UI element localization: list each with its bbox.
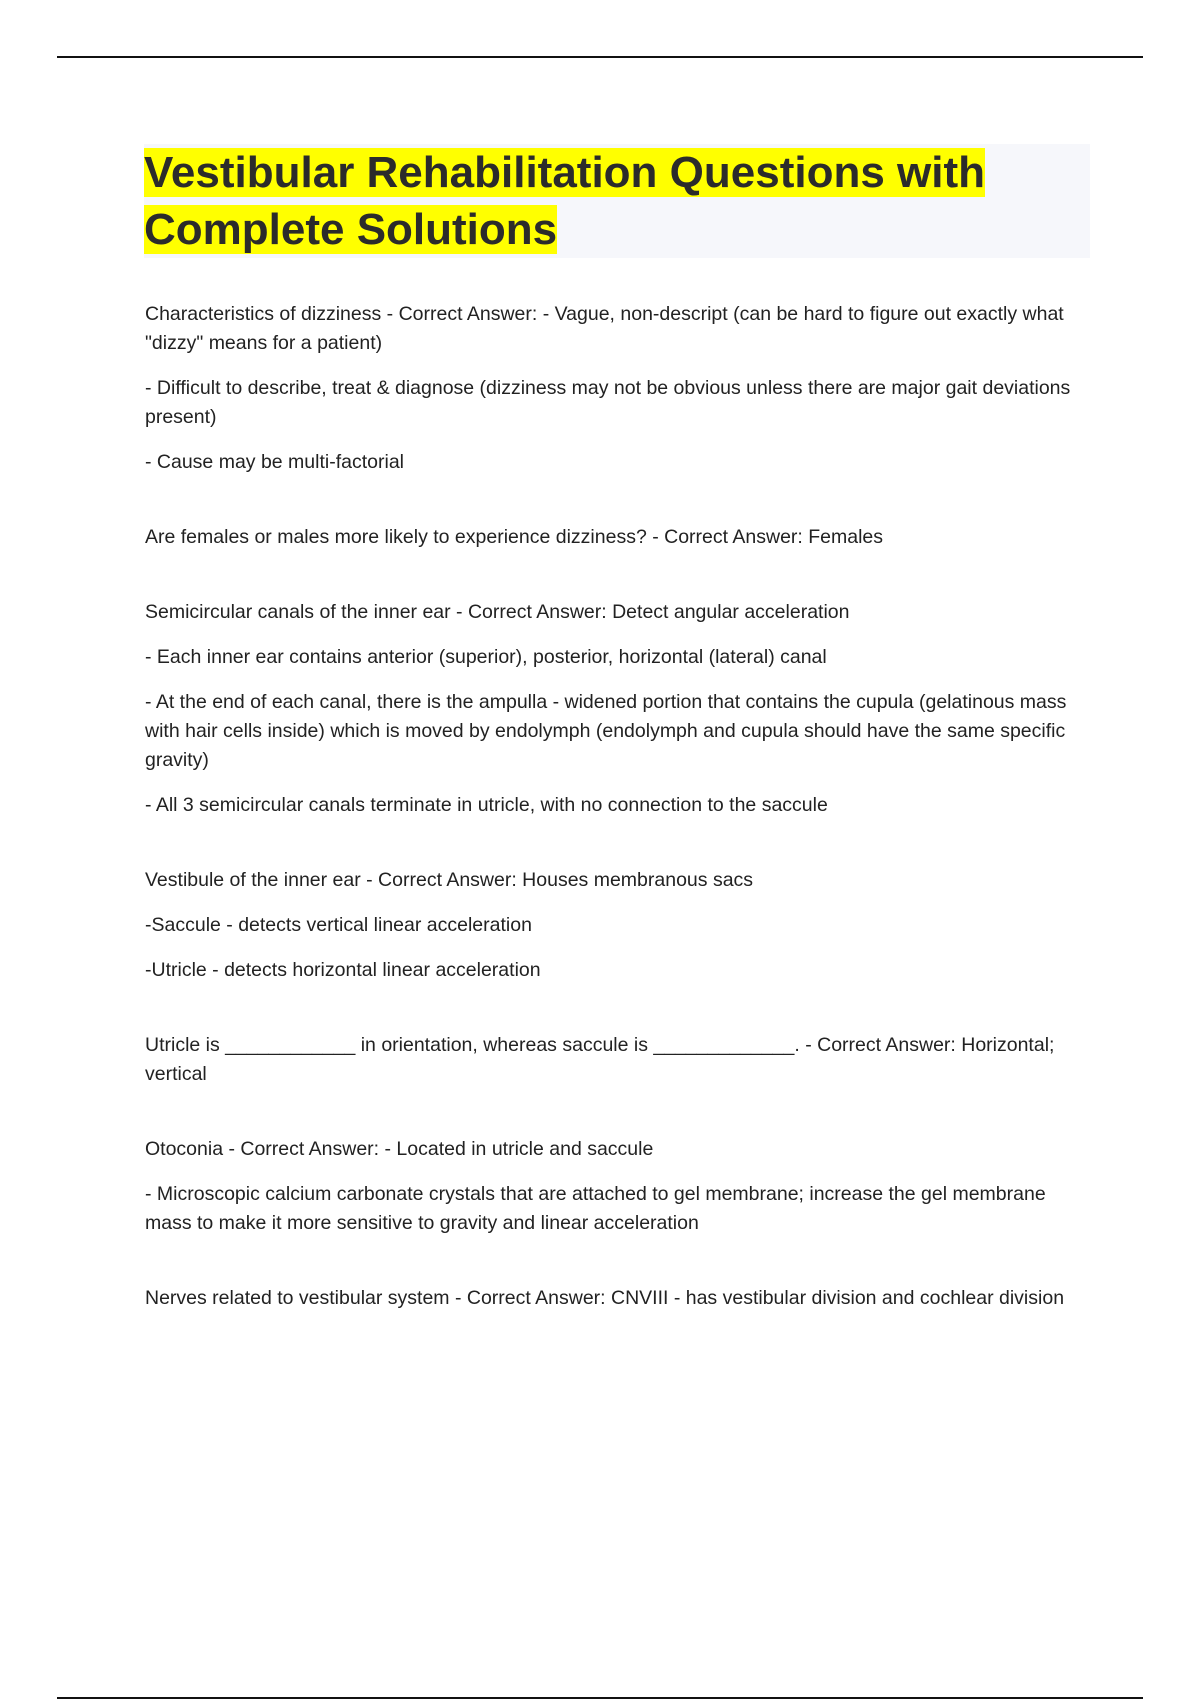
bottom-rule bbox=[57, 1697, 1143, 1699]
qa-paragraph: Semicircular canals of the inner ear - Correct Answer: Detect angular acceleration bbox=[145, 601, 850, 623]
top-rule bbox=[57, 56, 1143, 58]
qa-paragraph: Are females or males more likely to experience dizziness? - Correct Answer: Females bbox=[145, 526, 884, 548]
qa-paragraph: Utricle is ____________ in orientation, whereas saccule is _____________. - Correct Answer: Horizontal; vertical bbox=[145, 1034, 1055, 1085]
qa-paragraph: - Difficult to describe, treat & diagnose (dizziness may not be obvious unless there are major gait deviations present) bbox=[145, 377, 1071, 428]
qa-entry-utricle-saccule-orientation bbox=[145, 1031, 1085, 1089]
page-title-line-1: Vestibular Rehabilitation Questions with bbox=[144, 148, 986, 197]
qa-paragraph: Nerves related to vestibular system - Correct Answer: CNVIII - has vestibular division and cochlear division bbox=[145, 1287, 1065, 1309]
qa-paragraph: Vestibule of the inner ear - Correct Answer: Houses membranous sacs bbox=[145, 869, 754, 891]
page-title-line-2: Complete Solutions bbox=[144, 205, 558, 254]
qa-paragraph: - At the end of each canal, there is the ampulla - widened portion that contains the cupula (gelatinous mass with hair cells inside) which is moved by endolymph (endolymph and cupula should have the same specific gravity) bbox=[145, 691, 1067, 771]
qa-paragraph: Otoconia - Correct Answer: - Located in utricle and saccule bbox=[145, 1138, 654, 1160]
title-block bbox=[144, 144, 1090, 258]
qa-paragraph: -Utricle - detects horizontal linear acceleration bbox=[145, 959, 541, 981]
qa-paragraph: -Saccule - detects vertical linear acceleration bbox=[145, 914, 532, 936]
qa-entry-otoconia bbox=[145, 1135, 1085, 1238]
qa-entry-dizziness-characteristics bbox=[145, 300, 1085, 477]
qa-paragraph: - Microscopic calcium carbonate crystals that are attached to gel membrane; increase the gel membrane mass to make it more sensitive to gravity and linear acceleration bbox=[145, 1183, 1046, 1234]
qa-entry-vestibular-nerves bbox=[145, 1284, 1085, 1313]
qa-paragraph: - Cause may be multi-factorial bbox=[145, 451, 405, 473]
qa-entry-vestibule bbox=[145, 866, 1085, 985]
qa-paragraph: - Each inner ear contains anterior (superior), posterior, horizontal (lateral) canal bbox=[145, 646, 827, 668]
qa-paragraph: - All 3 semicircular canals terminate in utricle, with no connection to the saccule bbox=[145, 794, 828, 816]
qa-content bbox=[145, 300, 1085, 1359]
qa-paragraph: Characteristics of dizziness - Correct Answer: - Vague, non-descript (can be hard to figure out exactly what "dizzy" means for a patient) bbox=[145, 303, 1064, 354]
qa-entry-semicircular-canals bbox=[145, 598, 1085, 820]
page-title bbox=[144, 144, 1090, 258]
qa-entry-dizziness-sex bbox=[145, 523, 1085, 552]
